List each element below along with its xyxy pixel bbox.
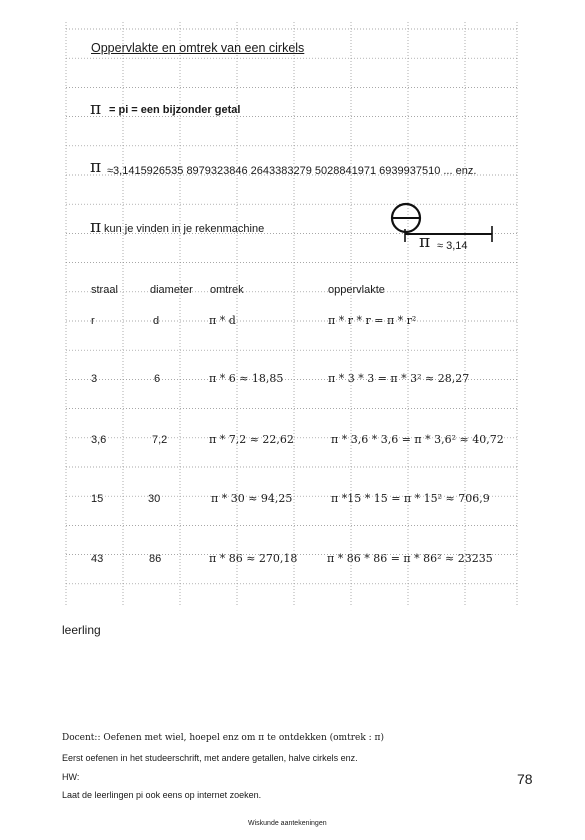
pi-symbol: π	[90, 217, 102, 237]
page-number: 78	[517, 771, 533, 787]
page-footer: Wiskunde aantekeningen	[248, 820, 327, 827]
row-2-omtrek: π * 7,2 ≈ 22,62	[209, 433, 294, 446]
row-3-diameter: 30	[148, 493, 161, 505]
header-straal: straal	[91, 284, 118, 296]
row-4-oppervlakte: π * 86 * 86 = π * 86² ≈ 23235	[327, 552, 493, 565]
formula-omtrek: π * d	[209, 314, 236, 327]
formula-d: d	[153, 315, 160, 327]
header-oppervlakte: oppervlakte	[328, 284, 385, 296]
pi-approximation: ≈ 3,14	[437, 240, 468, 252]
pi-symbol: π	[90, 157, 102, 177]
row-3-oppervlakte: π *15 * 15 = π * 15² ≈ 706,9	[331, 492, 490, 505]
row-4-diameter: 86	[149, 553, 162, 565]
row-1-straal: 3	[91, 373, 98, 385]
note-laat: Laat de leerlingen pi ook eens op internet zoeken.	[62, 790, 262, 800]
row-4-omtrek: π * 86 ≈ 270,18	[209, 552, 298, 565]
row-1-omtrek: π * 6 ≈ 18,85	[209, 372, 284, 385]
pi-digits: ≈3,1415926535 8979323846 2643383279 5028841971 6939937510 ... enz.	[107, 165, 477, 177]
row-2-straal: 3,6	[91, 434, 107, 446]
header-diameter: diameter	[150, 284, 193, 296]
formula-oppervlakte: π * r * r = π * r²	[328, 314, 417, 327]
row-2-oppervlakte: π * 3,6 * 3,6 = π * 3,6² ≈ 40,72	[331, 433, 504, 446]
row-3-straal: 15	[91, 493, 104, 505]
page-title: Oppervlakte en omtrek van een cirkels	[91, 41, 305, 55]
row-4-straal: 43	[91, 553, 104, 565]
pi-definition: = pi = een bijzonder getal	[109, 104, 241, 116]
pi-symbol: π	[419, 232, 431, 252]
header-omtrek: omtrek	[210, 284, 244, 296]
note-docent: Docent:: Oefenen met wiel, hoepel enz om π te ontdekken (omtrek : π)	[62, 733, 384, 743]
note-eerst: Eerst oefenen in het studeerschrift, met andere getallen, halve cirkels enz.	[62, 753, 358, 763]
row-2-diameter: 7,2	[152, 434, 168, 446]
formula-r: r	[91, 315, 95, 327]
row-3-omtrek: π * 30 ≈ 94,25	[211, 492, 293, 505]
row-1-diameter: 6	[154, 373, 161, 385]
pi-calculator-text: kun je vinden in je rekenmachine	[104, 223, 265, 235]
leerling-label: leerling	[62, 623, 101, 637]
row-1-oppervlakte: π * 3 * 3 = π * 3² ≈ 28,27	[328, 372, 470, 385]
note-hw: HW:	[62, 772, 80, 782]
pi-symbol: π	[90, 99, 102, 119]
